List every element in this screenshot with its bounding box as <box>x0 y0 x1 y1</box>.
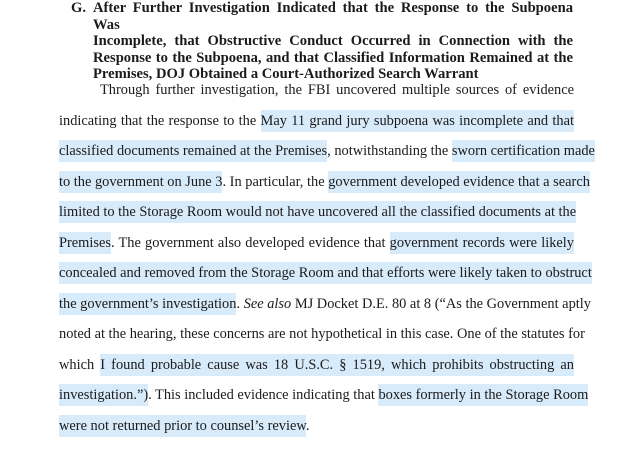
highlighted-text: were not returned prior to counsel’s review <box>59 415 306 437</box>
heading-line: Response to the Subpoena, and that Classified Information Remained at the <box>93 49 573 66</box>
text-segment: . <box>305 417 310 434</box>
paragraph-line <box>59 350 574 381</box>
text-segment: noted at the hearing, these concerns are not hypothetical in this case. One of the statutes for <box>59 326 585 342</box>
paragraph-line <box>59 75 574 106</box>
highlighted-text: limited to the Storage Room would not have uncovered all the classified documents at the <box>59 201 576 223</box>
paragraph-line <box>59 228 574 259</box>
text-segment: which <box>59 356 101 373</box>
paragraph-line <box>59 380 589 411</box>
heading-line: After Further Investigation Indicated that the Response to the Subpoena Was <box>93 0 573 33</box>
highlighted-text: government records were likely <box>390 232 574 254</box>
highlighted-text: the government’s investigation <box>59 293 236 315</box>
highlighted-text: government developed evidence that a search <box>328 171 590 193</box>
highlighted-text: May 11 grand jury subpoena was incomplete and that <box>261 110 574 132</box>
highlighted-text: I found probable cause was 18 U.S.C. § 1519, which prohibits obstructing an <box>100 354 574 376</box>
paragraph-line <box>59 167 590 198</box>
paragraph-line <box>59 197 577 228</box>
highlighted-text: Premises <box>59 232 111 254</box>
text-segment: , notwithstanding the <box>327 143 452 159</box>
paragraph-line <box>59 258 592 289</box>
paragraph-line <box>59 411 574 442</box>
text-segment: indicating that the response to the <box>59 112 261 129</box>
paragraph-line <box>59 106 574 137</box>
text-segment: . The government also developed evidence that <box>110 234 390 251</box>
citation-signal: See also <box>243 295 292 312</box>
highlighted-text: sworn certification made <box>452 140 595 162</box>
highlighted-text: to the government on June 3 <box>59 171 222 193</box>
text-segment: MJ Docket D.E. 80 at 8 (“As the Government aptly <box>291 295 591 312</box>
paragraph-line <box>59 136 595 167</box>
highlighted-text: investigation.”) <box>59 384 148 406</box>
text-segment: . This included evidence indicating that <box>148 387 379 403</box>
text-segment: Through further investigation, the FBI uncovered multiple sources of evidence <box>100 82 574 98</box>
highlighted-text: classified documents remained at the Premises <box>59 140 327 162</box>
paragraph-line <box>59 289 591 320</box>
highlighted-text: concealed and removed from the Storage Room and that efforts were likely taken to obstruct <box>59 262 592 284</box>
heading-line: Premises, DOJ Obtained a Court-Authorized Search Warrant <box>93 66 479 83</box>
section-label: G. <box>71 0 86 16</box>
text-segment: . <box>236 295 244 312</box>
text-segment: . In particular, the <box>222 173 329 190</box>
section-heading <box>71 0 573 83</box>
paragraph-line <box>59 319 585 350</box>
heading-line: Incomplete, that Obstructive Conduct Occurred in Connection with the <box>93 33 573 50</box>
body-paragraph <box>59 75 595 441</box>
highlighted-text: boxes formerly in the Storage Room <box>378 384 588 406</box>
